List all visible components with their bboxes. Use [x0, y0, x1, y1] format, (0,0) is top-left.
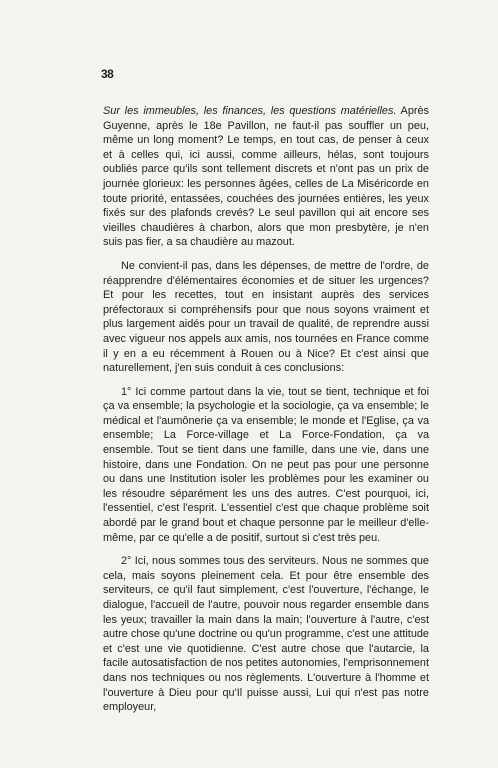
body-text — [103, 104, 429, 724]
paragraph-2 — [103, 259, 429, 376]
page-number: 38 — [101, 67, 114, 81]
paragraph-1 — [103, 104, 429, 250]
paragraph-text: Ne convient-il pas, dans les dépenses, de mettre de l'ordre, de réapprendre d'élémentaires économies et de situer les urgences? Et pour les recettes, tout en insistant auprès des services préfectoraux si compréhensifs pour que nous soyons vraiment et plus largement aidés pour un travail de qualité, de reprendre aussi avec vigueur nos appels aux amis, nos tournées en France comme il y en a eu récemment à Rouen ou à Nice? Et c'est ainsi que naturellement, j'en suis conduit à ces conclusions: — [103, 259, 429, 375]
paragraph-4 — [103, 554, 429, 715]
paragraph-text: 2° Ici, nous sommes tous des serviteurs. Nous ne sommes que cela, mais soyons pleinement cela. Et pour être ensemble des serviteurs, ce qu'il faut simplement, c'est l'ouverture, l'échange, le dialogue, l'accueil de l'autre, pouvoir nous regarder ensemble dans les yeux; travailler la main dans la main; l'ouverture à l'autre, c'est autre chose qu'une doctrine ou qu'un programme, c'est une attitude et c'est une vie quotidienne. C'est autre chose que l'autarcie, la facile autosatisfaction de nos petites autonomies, l'emprisonnement dans nos techniques ou nos règlements. L'ouverture à l'homme et l'ouverture à Dieu pour qu'Il puisse aussi, Lui qui n'est pas notre employeur, — [103, 555, 429, 714]
paragraph-text: Après Guyenne, après le 18e Pavillon, ne faut-il pas souffler un peu, même un long moment? Le temps, en tout cas, de penser à ceux et à celles qui, ici aussi, comme ailleurs, hélas, sont toujours oubliés parce qu'ils sont tellement discrets et n'ont pas un prix de journée glorieux: les personnes âgées, celles de La Miséricorde en toute priorité, entassées, couchées des journées entières, les yeux fixés sur des plafonds crevés? Le seul pavillon qui ait encore ses vieilles chaudières à charbon, alors que mon presbytère, je n'en suis pas fier, a sa chaudière au mazout. — [103, 105, 430, 249]
paragraph-3 — [103, 385, 429, 546]
paragraph-lead-italic: Sur les immeubles, les finances, les questions matérielles. — [103, 105, 397, 117]
paragraph-text: 1° Ici comme partout dans la vie, tout se tient, technique et foi ça va ensemble; la psychologie et la sociologie, ça va ensemble; le médical et l'aumônerie ça va ensemble; le monde et l'Eglise, ça va ensemble; La Force-village et La Force-Fondation, ça va ensemble. Tout se tient dans une famille, dans une vie, dans une histoire, dans une Fondation. On ne peut pas pour une personne ou dans une Institution isoler les problèmes pour les examiner ou les résoudre séparément les uns des autres. C'est pourquoi, ici, l'essentiel, c'est l'esprit. L'essentiel c'est que chaque problème soit abordé par le grand bout et chaque personne par le meilleur d'elle-même, par ce qu'elle a de positif, surtout si c'est très peu. — [103, 385, 429, 544]
